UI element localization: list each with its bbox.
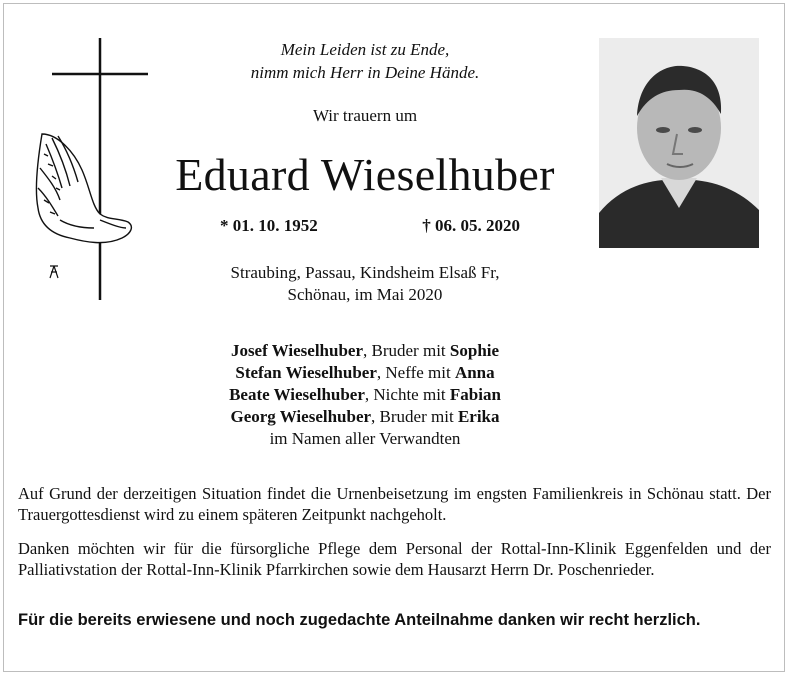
mourners-closing: im Namen aller Verwandten	[269, 429, 461, 448]
praying-hands-icon	[36, 134, 131, 243]
life-dates	[220, 216, 520, 236]
mourner-row: Beate Wieselhuber, Nichte mit Fabian	[229, 385, 501, 404]
intro-text: Wir trauern um	[312, 106, 418, 125]
mourners-list	[175, 340, 555, 450]
artist-mark-icon	[50, 266, 58, 278]
motto	[175, 38, 555, 84]
mourner-row: Stefan Wieselhuber, Neffe mit Anna	[235, 363, 495, 382]
cross-icon	[30, 38, 170, 300]
birth-date: * 01. 10. 1952	[220, 216, 318, 235]
death-date: † 06. 05. 2020	[422, 216, 520, 235]
places	[175, 262, 555, 306]
motto-line-1: Mein Leiden ist zu Ende,	[280, 40, 450, 59]
mourner-row: Josef Wieselhuber, Bruder mit Sophie	[230, 341, 500, 360]
paragraph-thanks: Danken möchten wir für die fürsorgliche Pflege dem Personal der Rottal-Inn-Klinik Eggenfelden und der Palliativstation der Rottal-Inn-Klinik Pfarrkirchen sowie dem Hausarzt Herrn Dr. Poschenrieder.	[18, 539, 771, 579]
paragraph-burial: Auf Grund der derzeitigen Situation findet die Urnenbeisetzung im engsten Familienkreis in Schönau statt. Der Trauergottesdienst wird zu einem späteren Zeitpunkt nachgeholt.	[18, 484, 771, 524]
motto-line-2: nimm mich Herr in Deine Hände.	[250, 63, 480, 82]
portrait-photo	[599, 38, 759, 248]
paragraph-closing: Für die bereits erwiesene und noch zugedachte Anteilnahme danken wir recht herzlich.	[18, 611, 701, 629]
deceased-name: Eduard Wieselhuber	[175, 149, 555, 200]
places-line-2: Schönau, im Mai 2020	[287, 285, 443, 304]
mourner-row: Georg Wieselhuber, Bruder mit Erika	[230, 407, 500, 426]
places-line-1: Straubing, Passau, Kindsheim Elsaß Fr,	[230, 263, 500, 282]
